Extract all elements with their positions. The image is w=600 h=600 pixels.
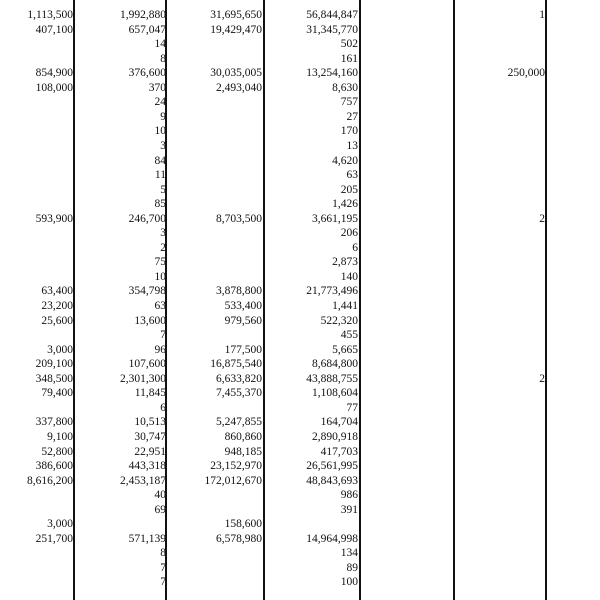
table-cell-col1: 337,800 <box>35 416 73 429</box>
table-cell-col2: 2,453,187 <box>120 474 166 487</box>
table-cell-col4: 757 <box>340 96 358 109</box>
table-cell-col1: 79,400 <box>41 387 73 400</box>
table-row <box>0 561 600 576</box>
table-cell-col4: 56,844,847 <box>306 9 358 21</box>
table-cell-col4: 31,345,770 <box>306 23 358 36</box>
table-cell-col4: 21,773,496 <box>306 285 358 298</box>
table-cell-col2: 3 <box>160 227 166 240</box>
table-cell-col2: 9 <box>160 110 166 123</box>
table-cell-col2: 11,845 <box>134 387 166 400</box>
table-cell-col4: 502 <box>340 38 358 51</box>
table-cell-col1: 23,200 <box>41 300 73 312</box>
table-cell-col2: 8 <box>160 547 166 560</box>
table-cell-col2: 24 <box>154 96 166 109</box>
table-row <box>0 314 600 329</box>
table-row <box>0 503 600 518</box>
table-cell-col1: 593,900 <box>35 212 73 225</box>
table-row <box>0 474 600 489</box>
table-cell-col4: 27 <box>346 110 358 123</box>
table-cell-col2: 571,139 <box>128 532 166 545</box>
table-row <box>0 386 600 401</box>
table-row <box>0 66 600 81</box>
table-cell-col3: 3,878,800 <box>216 285 262 298</box>
table-cell-col1: 3,000 <box>47 343 73 356</box>
table-cell-col4: 391 <box>340 503 358 516</box>
table-cell-col2: 7 <box>160 561 166 574</box>
table-cell-col4: 5,665 <box>332 343 358 356</box>
table-cell-col4: 206 <box>340 227 358 240</box>
table-row <box>0 23 600 38</box>
table-row <box>0 241 600 256</box>
table-cell-col2: 22,951 <box>134 445 166 458</box>
table-cell-col4: 2,873 <box>332 256 358 269</box>
table-cell-col4: 4,620 <box>332 154 358 167</box>
table-cell-col4: 986 <box>340 489 358 502</box>
table-cell-col2: 354,798 <box>128 285 166 298</box>
table-cell-col2: 63 <box>154 300 166 312</box>
table-cell-col4: 140 <box>340 270 358 283</box>
table-cell-col2: 14 <box>154 38 166 51</box>
table-cell-col3: 23,152,970 <box>210 460 262 473</box>
table-row <box>0 459 600 474</box>
table-cell-col2: 1,992,880 <box>120 9 166 21</box>
table-cell-col4: 164,704 <box>320 416 358 429</box>
table-cell-col2: 7 <box>160 576 166 589</box>
table-cell-col3: 6,578,980 <box>216 532 262 545</box>
table-cell-col3: 31,695,650 <box>210 9 262 21</box>
table-cell-col1: 108,000 <box>35 81 73 94</box>
table-cell-col3: 6,633,820 <box>216 372 262 385</box>
table-row <box>0 546 600 561</box>
table-cell-col1: 1,113,500 <box>27 9 73 21</box>
table-cell-col4: 3,661,195 <box>312 212 358 225</box>
table-cell-col4: 8,684,800 <box>312 358 358 371</box>
table-cell-col4: 205 <box>340 183 358 196</box>
table-row <box>0 357 600 372</box>
table-cell-col2: 10,513 <box>134 416 166 429</box>
table-row <box>0 183 600 198</box>
table-row <box>0 343 600 358</box>
table-cell-col1: 8,616,200 <box>27 474 73 487</box>
table-cell-col2: 657,047 <box>128 23 166 36</box>
table-cell-col3: 533,400 <box>224 300 262 312</box>
table-cell-col4: 89 <box>346 561 358 574</box>
table-cell-col2: 2 <box>160 241 166 254</box>
table-row <box>0 168 600 183</box>
table-cell-col2: 443,318 <box>128 460 166 473</box>
table-cell-col4: 77 <box>346 401 358 414</box>
table-cell-col2: 30,747 <box>134 430 166 443</box>
table-cell-col2: 5 <box>160 183 166 196</box>
table-row <box>0 299 600 314</box>
table-cell-col3: 7,455,370 <box>216 387 262 400</box>
table-cell-col4: 48,843,693 <box>306 474 358 487</box>
table-cell-col3: 5,247,855 <box>216 416 262 429</box>
table-cell-col2: 7 <box>160 329 166 342</box>
table-cell-col4: 13,254,160 <box>306 67 358 80</box>
table-cell-col5: 250,000 <box>507 67 545 80</box>
table-cell-col4: 417,703 <box>320 445 358 458</box>
table-cell-col4: 522,320 <box>320 314 358 327</box>
table-cell-col1: 3,000 <box>47 518 73 531</box>
table-row <box>0 8 600 23</box>
table-cell-col4: 1,426 <box>332 198 358 211</box>
table-cell-col3: 979,560 <box>224 314 262 327</box>
table-row <box>0 139 600 154</box>
table-cell-col4: 26,561,995 <box>306 460 358 473</box>
table-cell-col1: 25,600 <box>41 314 73 327</box>
table-cell-col1: 251,700 <box>35 532 73 545</box>
table-row <box>0 532 600 547</box>
table-cell-col3: 158,600 <box>224 518 262 531</box>
table-cell-col4: 1,108,604 <box>312 387 358 400</box>
table-cell-col4: 63 <box>346 169 358 182</box>
table-row <box>0 124 600 139</box>
table-row <box>0 154 600 169</box>
table-cell-col5: 1 <box>539 9 545 21</box>
table-cell-col2: 10 <box>154 125 166 138</box>
table-cell-col4: 170 <box>340 125 358 138</box>
table-cell-col3: 172,012,670 <box>204 474 262 487</box>
table-cell-col2: 370 <box>148 81 166 94</box>
table-cell-col1: 854,900 <box>35 67 73 80</box>
table-cell-col2: 13,600 <box>134 314 166 327</box>
table-row <box>0 517 600 532</box>
table-cell-col2: 85 <box>154 198 166 211</box>
table-cell-col4: 6 <box>352 241 358 254</box>
table-cell-col2: 75 <box>154 256 166 269</box>
table-cell-col2: 40 <box>154 489 166 502</box>
table-row <box>0 81 600 96</box>
table-cell-col1: 348,500 <box>35 372 73 385</box>
table-row <box>0 401 600 416</box>
table-cell-col4: 161 <box>340 52 358 65</box>
table-row <box>0 212 600 227</box>
table-cell-col2: 96 <box>154 343 166 356</box>
table-row <box>0 37 600 52</box>
table-cell-col3: 2,493,040 <box>216 81 262 94</box>
table-row <box>0 110 600 125</box>
table-row <box>0 226 600 241</box>
table-row <box>0 270 600 285</box>
table-row <box>0 197 600 212</box>
table-cell-col3: 860,860 <box>224 430 262 443</box>
table-cell-col4: 2,890,918 <box>312 430 358 443</box>
table-cell-col2: 246,700 <box>128 212 166 225</box>
table-row <box>0 372 600 387</box>
table-row <box>0 95 600 110</box>
table-row <box>0 430 600 445</box>
table-cell-col2: 376,600 <box>128 67 166 80</box>
table-row <box>0 255 600 270</box>
table-cell-col2: 11 <box>154 169 166 182</box>
table-cell-col4: 455 <box>340 329 358 342</box>
table-cell-col5: 2 <box>539 212 545 225</box>
table-cell-col4: 8,630 <box>332 81 358 94</box>
table-row <box>0 328 600 343</box>
table-cell-col2: 84 <box>154 154 166 167</box>
table-cell-col3: 177,500 <box>224 343 262 356</box>
table-cell-col2: 8 <box>160 52 166 65</box>
table-cell-col1: 63,400 <box>41 285 73 298</box>
table-cell-col4: 14,964,998 <box>306 532 358 545</box>
table-cell-col1: 209,100 <box>35 358 73 371</box>
table-cell-col1: 386,600 <box>35 460 73 473</box>
table-row <box>0 488 600 503</box>
table-cell-col4: 134 <box>340 547 358 560</box>
table-cell-col5: 2 <box>539 372 545 385</box>
table-row <box>0 284 600 299</box>
table-cell-col4: 1,441 <box>332 300 358 312</box>
table-cell-col2: 2,301,300 <box>120 372 166 385</box>
table-cell-col2: 10 <box>154 270 166 283</box>
table-cell-col1: 9,100 <box>47 430 73 443</box>
table-cell-col2: 6 <box>160 401 166 414</box>
table-row <box>0 575 600 590</box>
table-row <box>0 52 600 67</box>
table-row <box>0 415 600 430</box>
table-cell-col4: 13 <box>346 139 358 152</box>
table-cell-col3: 19,429,470 <box>210 23 262 36</box>
table-cell-col3: 8,703,500 <box>216 212 262 225</box>
table-cell-col1: 407,100 <box>35 23 73 36</box>
table-cell-col2: 69 <box>154 503 166 516</box>
table-row <box>0 445 600 460</box>
table-cell-col3: 30,035,005 <box>210 67 262 80</box>
table-cell-col3: 948,185 <box>224 445 262 458</box>
table-cell-col1: 52,800 <box>41 445 73 458</box>
table-cell-col2: 3 <box>160 139 166 152</box>
table-cell-col2: 107,600 <box>128 358 166 371</box>
table-cell-col4: 43,888,755 <box>306 372 358 385</box>
table-cell-col3: 16,875,540 <box>210 358 262 371</box>
table-cell-col4: 100 <box>340 576 358 589</box>
